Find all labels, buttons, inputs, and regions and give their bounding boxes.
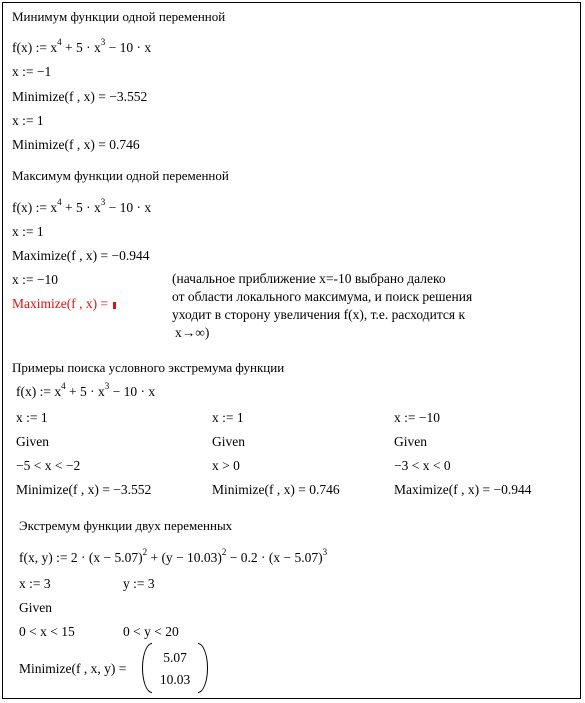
given-keyword[interactable]: Given [212, 434, 245, 449]
matrix-value: 10.03 [159, 672, 191, 687]
x-assignment[interactable]: x := 3 [19, 576, 51, 591]
x-assignment[interactable]: x := −1 [12, 64, 52, 79]
x-assignment[interactable]: x := 1 [12, 224, 44, 239]
maximize-result[interactable]: Maximize(f , x) = −0.944 [12, 248, 150, 263]
section-title-two-vars: Экстремум функции двух переменных [19, 518, 233, 533]
x-assignment[interactable]: x := −10 [394, 410, 440, 425]
given-keyword[interactable]: Given [16, 434, 49, 449]
note-line: (начальное приближение x=-10 выбрано далеко [172, 271, 446, 286]
function-definition[interactable]: f(x) := $x^4 + 5 \cdot x^3 - 10 \cdot x$ [16, 381, 156, 399]
given-keyword[interactable]: Given [394, 434, 427, 449]
section-title-constrained: Примеры поиска условного экстремума функции [12, 360, 285, 375]
note-line: уходит в сторону увеличения f(x), т.е. расходится к [172, 307, 466, 322]
function-definition[interactable]: f(x) := $x^4 + 5 \cdot x^3 - 10 \cdot x$ [12, 37, 152, 55]
explanation-note[interactable] [172, 270, 542, 342]
minimize-result[interactable]: Minimize(f , x) = −3.552 [12, 89, 148, 104]
worksheet-frame [2, 2, 581, 699]
section-title-min: Минимум функции одной переменной [12, 9, 226, 24]
x-assignment[interactable]: x := 1 [12, 113, 44, 128]
y-assignment[interactable]: y := 3 [123, 576, 155, 591]
x-assignment[interactable]: x := 1 [212, 410, 244, 425]
error-marker-icon [113, 302, 116, 309]
minimize-result[interactable]: Minimize(f , x) = 0.746 [12, 137, 140, 152]
maximize-result[interactable]: Maximize(f , x) = −0.944 [394, 482, 532, 497]
constraint[interactable]: x > 0 [212, 458, 240, 473]
constraint[interactable]: −5 < x < −2 [16, 458, 81, 473]
maximize-error-result[interactable]: Maximize(f , x) = [12, 296, 116, 312]
x-assignment[interactable]: x := 1 [16, 410, 48, 425]
function-definition[interactable]: f(x, y) := $2 \cdot (x - 5.07)^2 + (y - 10.03)^2 - 0.2 \cdot (x - 5.07)^3$ [19, 547, 328, 565]
note-line: x→∞) [175, 325, 210, 340]
constraint-y[interactable]: 0 < y < 20 [123, 624, 179, 639]
x-assignment[interactable]: x := −10 [12, 272, 58, 287]
minimize-result-label[interactable]: Minimize(f , x, y) = [19, 661, 127, 676]
note-line: от области локального максимума, и поиск решения [172, 289, 473, 304]
function-definition[interactable]: f(x) := $x^4 + 5 \cdot x^3 - 10 \cdot x$ [12, 197, 152, 215]
constraint[interactable]: −3 < x < 0 [394, 458, 451, 473]
minimize-result[interactable]: Minimize(f , x) = 0.746 [212, 482, 340, 497]
result-matrix[interactable] [142, 643, 208, 693]
matrix-value: 5.07 [163, 650, 187, 665]
constraint-x[interactable]: 0 < x < 15 [19, 624, 75, 639]
given-keyword[interactable]: Given [19, 600, 52, 615]
section-title-max: Максимум функции одной переменной [12, 168, 229, 183]
minimize-result[interactable]: Minimize(f , x) = −3.552 [16, 482, 152, 497]
